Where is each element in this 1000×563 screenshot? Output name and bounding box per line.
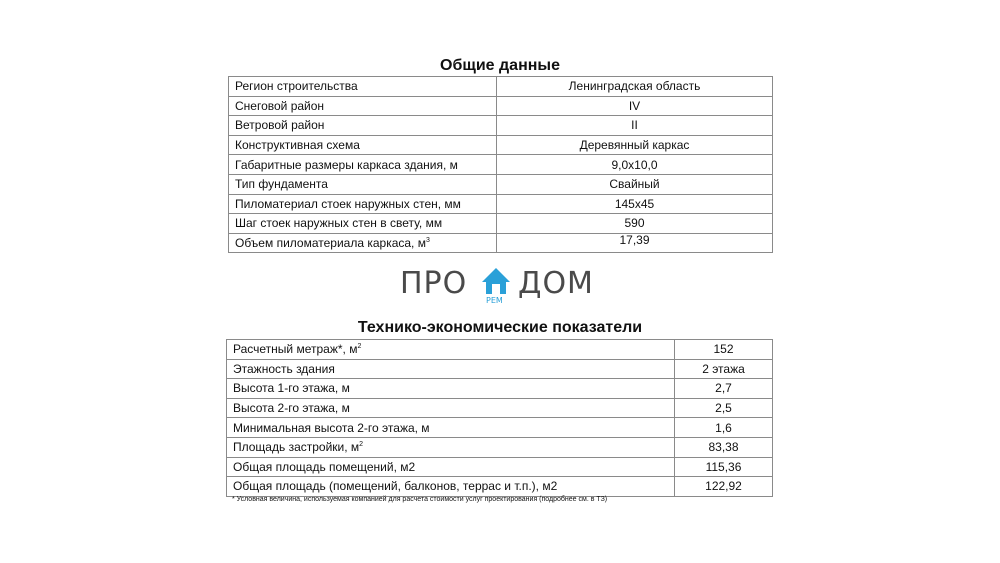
logo-sub: РЕМ bbox=[486, 296, 503, 304]
row-label: Высота 1-го этажа, м bbox=[227, 379, 675, 399]
table-row bbox=[229, 155, 773, 175]
tech-indicators-title: Технико-экономические показатели bbox=[357, 319, 643, 336]
row-value: 122,92 bbox=[675, 477, 773, 497]
row-value: 115,36 bbox=[675, 457, 773, 477]
general-data-table bbox=[228, 76, 773, 253]
superscript: 3 bbox=[425, 237, 430, 245]
row-label bbox=[227, 340, 675, 360]
row-value: II bbox=[497, 116, 773, 136]
table-row bbox=[229, 96, 773, 116]
table-row bbox=[227, 437, 773, 457]
table-row bbox=[229, 174, 773, 194]
table-row bbox=[227, 477, 773, 497]
table-row bbox=[227, 418, 773, 438]
row-label: Общая площадь (помещений, балконов, террас и т.п.), м2 bbox=[227, 477, 675, 497]
row-label: Шаг стоек наружных стен в свету, мм bbox=[229, 214, 497, 234]
table-row bbox=[227, 359, 773, 379]
table-row bbox=[229, 214, 773, 234]
table-row bbox=[229, 233, 773, 253]
row-value: 17,39 bbox=[497, 233, 773, 253]
row-value: Ленинградская область bbox=[497, 77, 773, 97]
row-label: Регион строительства bbox=[229, 77, 497, 97]
table-row bbox=[227, 457, 773, 477]
row-value: Деревянный каркас bbox=[497, 135, 773, 155]
prodom-logo bbox=[400, 264, 600, 304]
row-label bbox=[229, 233, 497, 253]
table-row bbox=[229, 116, 773, 136]
row-label: Пиломатериал стоек наружных стен, мм bbox=[229, 194, 497, 214]
house-icon bbox=[482, 268, 510, 294]
tech-indicators-table bbox=[226, 339, 773, 497]
row-value: 590 bbox=[497, 214, 773, 234]
row-value: 9,0х10,0 bbox=[497, 155, 773, 175]
row-label: Ветровой район bbox=[229, 116, 497, 136]
table-row bbox=[229, 194, 773, 214]
logo-text-right: ДОМ bbox=[518, 266, 594, 301]
row-label: Высота 2-го этажа, м bbox=[227, 398, 675, 418]
row-label: Конструктивная схема bbox=[229, 135, 497, 155]
row-label: Этажность здания bbox=[227, 359, 675, 379]
label-text: Площадь застройки, м bbox=[233, 440, 360, 455]
row-label: Тип фундамента bbox=[229, 174, 497, 194]
table-row bbox=[227, 398, 773, 418]
row-value: 83,38 bbox=[675, 437, 773, 457]
table-row bbox=[229, 77, 773, 97]
row-value: 2,7 bbox=[675, 379, 773, 399]
label-text: Расчетный метраж*, м bbox=[233, 342, 358, 357]
row-value: IV bbox=[497, 96, 773, 116]
label-text: Объем пиломатериала каркаса, м bbox=[235, 236, 426, 251]
table-row bbox=[229, 135, 773, 155]
table-row bbox=[227, 379, 773, 399]
row-value: 2,5 bbox=[675, 398, 773, 418]
row-label bbox=[227, 437, 675, 457]
logo-text-left: ПРО bbox=[400, 266, 468, 301]
row-value: 145х45 bbox=[497, 194, 773, 214]
table-row bbox=[227, 340, 773, 360]
superscript: 2 bbox=[359, 441, 364, 449]
footnote: * Условная величина, используемая компанией для расчета стоимости услуг проектирования (подробнее см. в ТЗ) bbox=[232, 496, 608, 503]
row-value: Свайный bbox=[497, 174, 773, 194]
superscript: 2 bbox=[357, 343, 362, 351]
row-value: 1,6 bbox=[675, 418, 773, 438]
row-value: 2 этажа bbox=[675, 359, 773, 379]
row-label: Габаритные размеры каркаса здания, м bbox=[229, 155, 497, 175]
row-label: Минимальная высота 2-го этажа, м bbox=[227, 418, 675, 438]
row-value: 152 bbox=[675, 340, 773, 360]
general-data-title: Общие данные bbox=[440, 57, 560, 74]
row-label: Снеговой район bbox=[229, 96, 497, 116]
row-label: Общая площадь помещений, м2 bbox=[227, 457, 675, 477]
